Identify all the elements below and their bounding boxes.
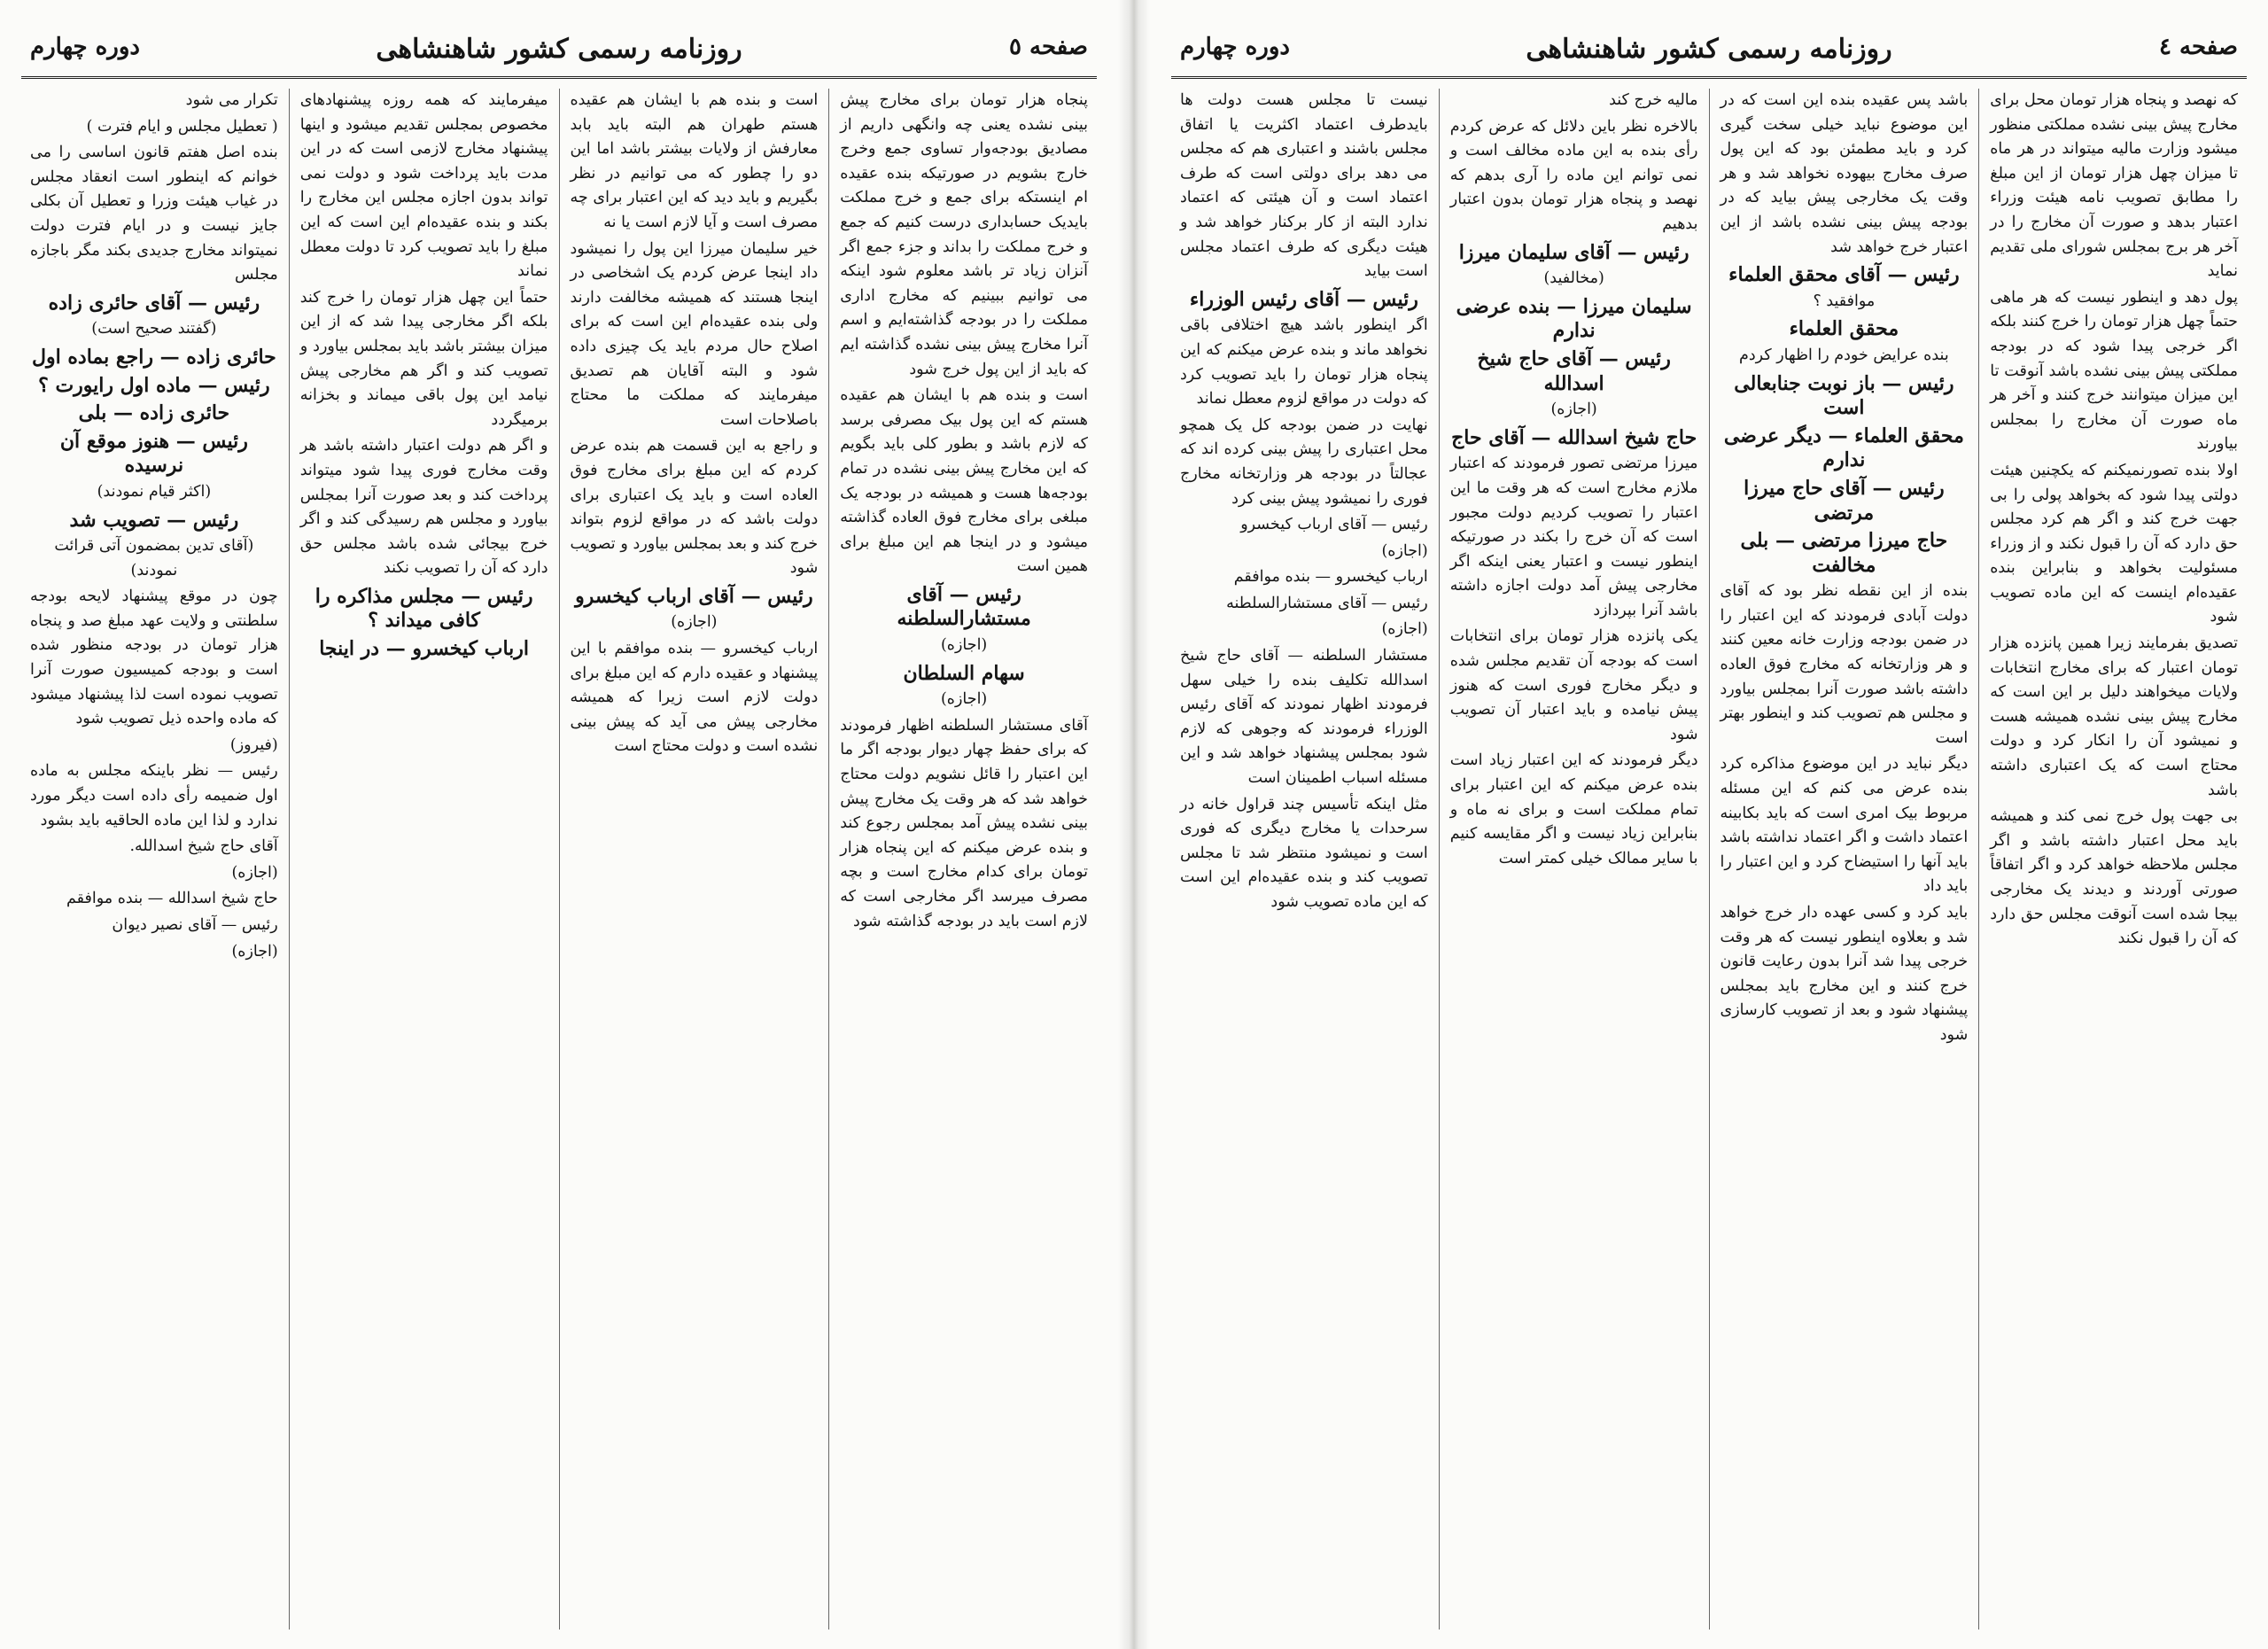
paragraph: رئیس — آقای مستشارالسلطنه [1226, 594, 1428, 612]
paragraph: است و بنده هم با ایشان هم عقیده هستم که این پول بیک مصرفی برسد که لازم باشد و بطور کلی باید بگویم که این مخارج پیش بینی نشده در تمام بودجه‌ها هست و همیشه در بودجه یک مبلغی برای مخارج فوق العاده گذاشته میشود و در اینجا هم این مبلغ برای همین است [840, 386, 1088, 576]
paragraph: باشد پس عقیده بنده این است که در این موضوع نباید خیلی سخت گیری کرد و باید مطمئن بود که این پول صرف مخارج بیهوده نخواهد شد و هر وقت یک مخارجی پیش بیاید که در بودجه پیش بینی نشده باشد از این اعتبار خرج خواهد شد [1720, 91, 1969, 256]
paragraph: ( تعطیل مجلس و ایام فترت ) [86, 117, 278, 136]
paragraph: ارباب کیخسرو — بنده موافقم با این پیشنهاد و عقیده دارم که این مبلغ برای دولت لازم است زیرا که همیشه مخارجی پیش می آید که پیش بینی نشده است و دولت محتاج است [570, 640, 819, 756]
paragraph: بی جهت پول خرج نمی کند و همیشه باید محل اعتبار داشته باشد و اگر مجلس ملاحظه خواهد کرد و اگر اتفاقاً صورتی آوردند و دیدند یک مخارجی بیجا شده است آنوقت مجلس حق دارد که آن را قبول نکند [1990, 807, 2238, 948]
paragraph: آقای حاج شیخ اسدالله. [129, 837, 278, 856]
paragraph: ارباب کیخسرو — بنده موافقم [1233, 568, 1428, 587]
speaker-note: (اجازه) [1550, 401, 1597, 419]
paragraph: پول دهد و اینطور نیست که هر ماهی حتماً چهل هزار تومان را خرج کنند بلکه اگر خرجی پیدا شود که در بودجه مملکتی پیش بینی نشده باشد آنوقت تا این میزان میتوانند خرج کنند و آخر هر ماه صورت آن مخارج را بمجلس بیاورند [1990, 288, 2238, 454]
speaker-heading: حاج میرزا مرتضی — بلی مخالفت [1740, 529, 1948, 577]
speaker-heading: رئیس — باز نوبت جنابعالی است [1734, 371, 1954, 420]
paragraph: حاج شیخ اسدالله — بنده موافقم [66, 890, 278, 908]
speaker-heading: حاج شیخ اسدالله — آقای حاج [1451, 425, 1697, 449]
speaker-heading: رئیس — آقای حاج شیخ اسدالله [1477, 346, 1671, 395]
paragraph: میرزا مرتضی تصور فرمودند که اعتبار ملازم مخارج است که هر وقت ما این اعتبار را تصویب کردیم دولت مجبور است که آن خرج را بکند در صورتیکه اینطور نیست و اعتبار یعنی اینکه اگر مخارجی پیش آمد دولت اجازه داشته باشد آنرا بپردازد [1449, 455, 1698, 619]
text-column-4 [1169, 89, 1439, 1630]
speaker-note: (اجازه) [940, 690, 988, 709]
paragraph: یکی پانزده هزار تومان برای انتخابات است که بودجه آن تقدیم مجلس شده و دیگر مخارج فوری است که هنوز پیش نیامده و باید اعتبار آن تصویب شود [1449, 627, 1698, 743]
paragraph: بنده از این نقطه نظر بود که آقای دولت آبادی فرمودند که این اعتبار را در ضمن بودجه وزارت خانه معین کنند و هر وزارتخانه که مخارج فوق العاده داشته باشد صورت آنرا بمجلس بیاورد و مجلس هم تصویب کند و اینطور بهتر است [1720, 582, 1969, 747]
paragraph: (اجازه) [1381, 620, 1428, 639]
right-page-number: صفحه ٤ [2159, 34, 2238, 60]
left-text-columns [19, 89, 1099, 1630]
speaker-heading: رئیس — آقای حائری زاده [48, 291, 260, 315]
speaker-heading: رئیس — هنوز موقع آن نرسیده [59, 429, 248, 478]
paragraph: نیست تا مجلس هست دولت ها بایدطرف اعتماد اکثریت یا اتفاق مجلس باشند و اعتباری هم که مجلس می دهد برای دولتی است که طرف اعتماد است و آن هیئتی که اعتماد ندارد البته از کار برکنار خواهد شد و هیئت دیگری که طرف اعتماد مجلس است بیاید [1180, 91, 1428, 281]
text-column-3 [290, 89, 559, 1630]
paragraph: (اجازه) [231, 863, 278, 882]
left-masthead [21, 27, 1097, 79]
speaker-note: بنده عرایض خودم را اظهار کردم [1739, 346, 1949, 364]
speaker-note: (اجازه) [671, 613, 718, 632]
paragraph: رئیس — آقای نصیر دیوان [112, 916, 278, 934]
paragraph: رئیس — آقای ارباب کیخسرو [1240, 516, 1428, 534]
speaker-heading: رئیس — آقای رئیس الوزراء [1189, 287, 1418, 311]
paragraph: رئیس — نظر باینکه مجلس به ماده اول ضمیمه رأی داده است دیگر مورد ندارد و لذا این ماده الحاقیه باید بشود [30, 762, 278, 829]
right-page [1150, 0, 2268, 1649]
speaker-note: (گفتند صحیح است) [91, 320, 217, 338]
paragraph: مستشار السلطنه — آقای حاج شیخ اسدالله تکلیف بنده را خیلی سهل فرمودند اظهار نمودند که آقای رئیس الوزراء فرمودند که وجوهی که لازم شود بمجلس پیشنهاد خواهد شد و این مسئله اسباب اطمینان است [1180, 647, 1428, 788]
left-period-label: دوره چهارم [30, 34, 140, 60]
speaker-heading: رئیس — مجلس مذاکره را کافی میداند ؟ [315, 584, 533, 633]
text-column-1 [829, 89, 1099, 1630]
paragraph: (فیروز) [229, 735, 278, 754]
left-page [0, 0, 1118, 1649]
paragraph: مثل اینکه تأسیس چند قراول خانه در سرحدات یا مخارج دیگری که فوری است و نمیشود منتظر شد تا مجلس تصویب کند و بنده عقیده‌ام این است که این ماده تصویب شود [1180, 795, 1428, 911]
text-column-2 [560, 89, 829, 1630]
speaker-heading: رئیس — آقای محقق العلماء [1728, 263, 1960, 287]
paragraph: (اجازه) [1381, 541, 1428, 560]
paragraph: بنده اصل هفتم قانون اساسی را می خوانم که اینطور است انعقاد مجلس در غیاب هیئت وزرا و تعطیل آن بکلی جایز نیست و در ایام فترت دولت نمیتواند مخارج جدیدی بکند مگر باجازه مجلس [30, 144, 278, 284]
paragraph: (اجازه) [231, 942, 278, 961]
paragraph: و راجع به این قسمت هم بنده عرض کردم که این مبلغ برای مخارج فوق العاده است و باید یک اعتباری برای دولت باشد که در مواقع لزوم بتواند خرج کند و بعد بمجلس بیاورد و تصویب شود [570, 437, 819, 578]
paragraph: تکرار می شود [185, 91, 278, 109]
text-column-2 [1710, 89, 1979, 1630]
speaker-note: (اجازه) [940, 636, 988, 655]
paragraph: خیر سلیمان میرزا این پول را نمیشود داد اینجا عرض کردم یک اشخاصی در اینجا هستند که همیشه مخالفت دارند ولی بنده عقیده‌ام این است که برای اصلاح حال مردم باید یک چیزی داده شود و البته آقایان هم تصدیق میفرمایند که مملکت ما محتاج باصلاحات است [570, 239, 819, 429]
speaker-note: (آقای تدین بمضمون آتی قرائت نمودند) [54, 537, 254, 579]
speaker-heading: رئیس — آقای مستشارالسلطنه [897, 582, 1031, 631]
left-newspaper-title: روزنامه رسمی کشور شاهنشاهی [376, 34, 742, 65]
speaker-heading: سلیمان میرزا — بنده عرضی ندارم [1456, 294, 1692, 343]
text-column-4 [19, 89, 289, 1630]
speaker-heading: سهام السلطان [903, 661, 1025, 685]
speaker-heading: حائری زاده — بلی [78, 401, 230, 425]
paragraph: چون در موقع پیشنهاد لایحه بودجه سلطنتی و ولایت عهد مبلغ صد و پنجاه هزار تومان در بودجه منظور شده است و بودجه کمیسیون صورت آنرا تصویب نموده است لذا پیشنهاد میشود که ماده واحده ذیل تصویب شود [30, 587, 278, 728]
speaker-heading: حائری زاده — راجع بماده اول [31, 345, 276, 369]
paragraph: حتماً این چهل هزار تومان را خرج کند بلکه اگر مخارجی پیدا شد که از این میزان بیشتر باشد باید بمجلس بیاورد و تصویب کند و اگر هم مخارجی پیش نیامد این پول باقی میماند و بخزانه برمیگردد [299, 288, 548, 429]
paragraph: و اگر هم دولت اعتبار داشته باشد هر وقت مخارج فوری پیدا شود میتواند پرداخت کند و بعد صورت آنرا بمجلس بیاورد و مجلس هم رسیدگی کند و اگر خرج بیجائی شده باشد مجلس حق دارد که آن را تصویب نکند [299, 437, 548, 578]
speaker-heading: محقق العلماء [1789, 317, 1899, 341]
speaker-note: (مخالفید) [1543, 269, 1604, 288]
paragraph: نهایت در ضمن بودجه کل یک همچو محل اعتباری را پیش بینی کرده اند که عجالتاً در بودجه هر وزارتخانه مخارج فوری را نمیشود پیش بینی کرد [1180, 416, 1428, 508]
speaker-heading: رئیس — ماده اول رایورت ؟ [38, 373, 270, 397]
speaker-note: موافقید ؟ [1813, 292, 1876, 310]
paragraph: اولا بنده تصورنمیکنم که یکچنین هیئت دولتی پیدا شود که بخواهد پولی را بی جهت خرج کند و اگر هم کرد مجلس حق دارد که آن را قبول نکند و از وزراء مسئولیت بخواهد و بنابراین بنده عقیده‌ام اینست که این ماده تصویب شود [1990, 461, 2238, 626]
paragraph: میفرمایند که همه روزه پیشنهادهای مخصوص بمجلس تقدیم میشود و اینها پیشنهاد مخارج لازمی است که در این مدت باید پرداخت شود و دولت نمی تواند بدون اجازه مجلس این مخارج را بکند و بنده عقیده‌ام این است که این مبلغ را باید تصویب کرد تا دولت معطل نماند [299, 91, 548, 281]
paragraph: دیگر نباید در این موضوع مذاکره کرد بنده عرض می کنم که این مسئله مربوط بیک امری است که باید بکابینه اعتماد داشت و اگر اعتماد نداشته باشد باید آنها را استیضاح کرد و این اعتبار را باید داد [1720, 755, 1969, 896]
speaker-heading: رئیس — تصویب شد [69, 508, 239, 532]
speaker-heading: رئیس — آقای ارباب کیخسرو [575, 584, 813, 608]
page-gutter [1118, 0, 1150, 1649]
paragraph: بالاخره نظر باین دلائل که عرض کردم رأی بنده به این ماده مخالف است و نمی توانم این ماده را آری بدهم که نهصد و پنجاه هزار تومان بدون اعتبار بدهیم [1449, 117, 1698, 233]
paragraph: پنجاه هزار تومان برای مخارج پیش بینی نشده یعنی چه وانگهی داریم از مصادیق بودجه‌وار تساوی جمع وخرج خارج بشویم در صورتیکه بنده عقیده ام اینستکه برای جمع و خرج مملکت بایدیک حسابداری درست کنیم که جمع و خرج مملکت را بداند و جزء جمع اگر آنزان زیاد تر باشد معلوم شود اینکه می توانیم ببینیم که مخارج اداری مملکت را در بودجه گذاشته‌ایم و اسم آنرا مخارج پیش بینی نشده گذاشته ایم که باید از این پول خرج شود [840, 91, 1088, 378]
paragraph: مالیه خرج کند [1609, 91, 1698, 109]
right-newspaper-title: روزنامه رسمی کشور شاهنشاهی [1526, 34, 1892, 65]
paragraph: که نهصد و پنجاه هزار تومان محل برای مخارج پیش بینی نشده مملکتی منظور میشود وزارت مالیه میتواند در هر ماه تا میزان چهل هزار تومان از این مبلغ را مطابق تصویب نامه هیئت وزراء اعتبار بدهد و صورت آن مخارج را در آخر هر برج بمجلس شورای ملی تقدیم نماید [1990, 91, 2238, 281]
speaker-heading: رئیس — آقای حاج میرزا مرتضی [1744, 476, 1945, 525]
right-period-label: دوره چهارم [1180, 34, 1290, 60]
speaker-note: (اکثر قیام نمودند) [97, 482, 212, 501]
left-page-number: صفحه ٥ [1009, 34, 1088, 60]
speaker-heading: رئیس — آقای سلیمان میرزا [1458, 240, 1689, 264]
paragraph: باید کرد و کسی عهده دار خرج خواهد شد و بعلاوه اینطور نیست که هر وقت خرجی پیدا شد آنرا بدون رعایت قانون خرج کنند و این مخارج باید بمجلس پیشنهاد شود و بعد از تصویب کارسازی شود [1720, 904, 1969, 1044]
right-masthead [1171, 27, 2247, 79]
text-column-3 [1440, 89, 1709, 1630]
paragraph: است و بنده هم با ایشان هم عقیده هستم طهران هم البته باید بابد معارفش از ولایات بیشتر باشد اما این دو را چطور که می توانیم در نظر بگیریم و باید دید که این اعتبار برای چه مصرف است و آیا لازم است یا نه [570, 91, 819, 231]
paragraph: اگر اینطور باشد هیچ اختلافی باقی نخواهد ماند و بنده عرض میکنم که این پنجاه هزار تومان را باید تصویب کرد که دولت در مواقع لزوم معطل نماند [1180, 316, 1428, 408]
right-text-columns [1169, 89, 2249, 1630]
paragraph: دیگر فرمودند که این اعتبار زیاد است بنده عرض میکنم که این اعتبار برای تمام مملکت است و برای نه ماه و بنابراین زیاد نیست و اگر مقایسه کنیم با سایر ممالک خیلی کمتر است [1449, 751, 1698, 867]
speaker-heading: محقق العلماء — دیگر عرضی ندارم [1723, 424, 1964, 472]
text-column-1 [1979, 89, 2249, 1630]
paragraph: تصدیق بفرمایند زیرا همین پانزده هزار تومان اعتبار که برای مخارج انتخابات ولایات میخواهند دلیل بر این است که مخارج پیش بینی نشده همیشه هست و نمیشود آن را انکار کرد و دولت محتاج است که یک اعتباری داشته باشد [1990, 634, 2238, 799]
paragraph: آقای مستشار السلطنه اظهار فرمودند که برای حفظ چهار دیوار بودجه اگر ما این اعتبار را قائل نشویم دولت محتاج خواهد شد که هر وقت یک مخارج پیش بینی نشده پیش آمد بمجلس رجوع کند و بنده عرض میکنم که این پنجاه هزار تومان برای کدام مخارج است و بچه مصرف میرسد اگر مخارجی است که لازم است باید در بودجه گذاشته شود [840, 716, 1088, 930]
speaker-heading: ارباب کیخسرو — در اینجا [319, 637, 530, 661]
